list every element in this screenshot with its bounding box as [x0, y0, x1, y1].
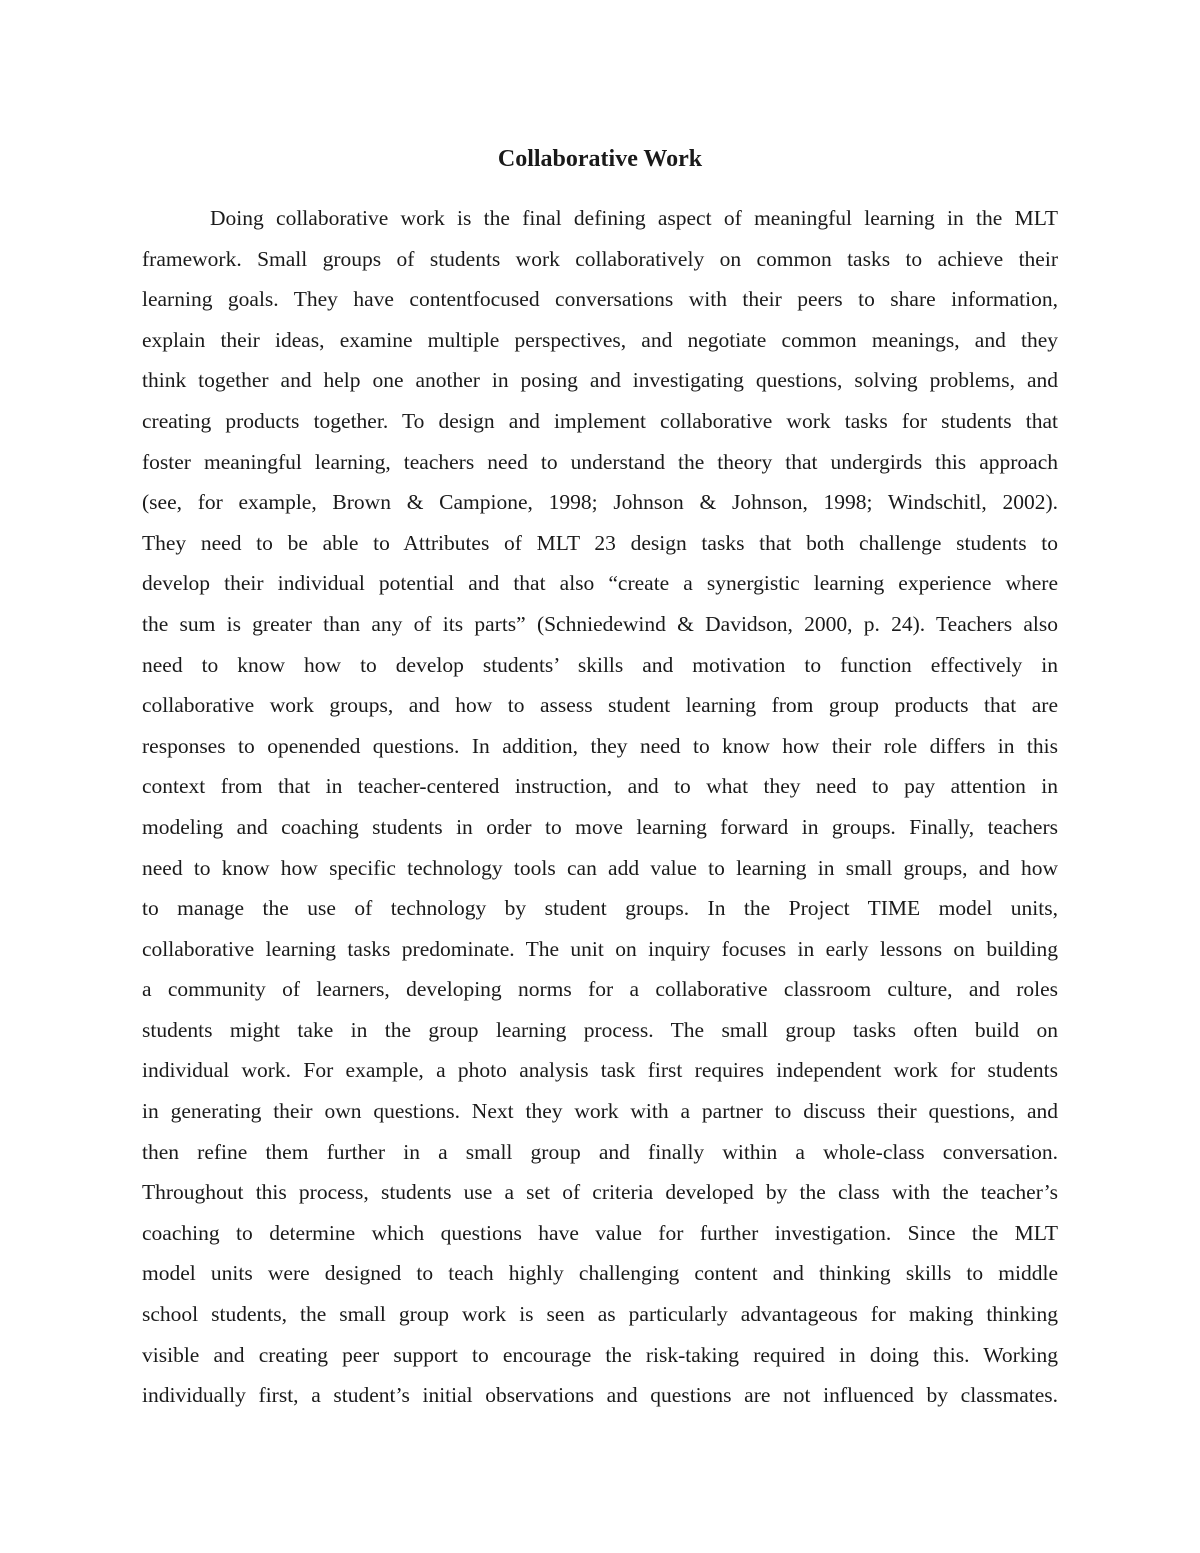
body-line: students might take in the group learning process. The small group tasks often build on — [142, 1017, 1058, 1042]
body-line: collaborative work groups, and how to assess student learning from group products that are — [142, 693, 1058, 718]
body-line: explain their ideas, examine multiple perspectives, and negotiate common meanings, and they — [142, 327, 1058, 352]
body-line: modeling and coaching students in order to move learning forward in groups. Finally, teachers — [142, 814, 1058, 839]
body-line: school students, the small group work is seen as particularly advantageous for making thinking — [142, 1302, 1058, 1327]
body-line: in generating their own questions. Next they work with a partner to discuss their questions, and — [142, 1099, 1058, 1124]
body-line: coaching to determine which questions have value for further investigation. Since the MLT — [142, 1220, 1058, 1245]
body-line: model units were designed to teach highly challenging content and thinking skills to middle — [142, 1261, 1058, 1286]
body-line: think together and help one another in posing and investigating questions, solving problems, and — [142, 368, 1058, 393]
body-line: Doing collaborative work is the final defining aspect of meaningful learning in the MLT — [210, 206, 1058, 230]
body-line: learning goals. They have contentfocused conversations with their peers to share information, — [142, 287, 1058, 312]
body-line: need to know how to develop students’ skills and motivation to function effectively in — [142, 652, 1058, 677]
body-line: individually first, a student’s initial observations and questions are not influenced by classmates. — [142, 1383, 1058, 1408]
body-line: Throughout this process, students use a set of criteria developed by the class with the teacher’s — [142, 1180, 1058, 1205]
document-body — [142, 198, 1058, 1416]
body-line: framework. Small groups of students work collaboratively on common tasks to achieve their — [142, 246, 1058, 271]
body-line: foster meaningful learning, teachers need to understand the theory that undergirds this approach — [142, 449, 1058, 474]
body-line: individual work. For example, a photo analysis task first requires independent work for students — [142, 1058, 1058, 1083]
body-line: the sum is greater than any of its parts” (Schniedewind & Davidson, 2000, p. 24). Teachers also — [142, 611, 1058, 636]
body-line: responses to openended questions. In addition, they need to know how their role differs in this — [142, 733, 1058, 758]
body-line: creating products together. To design and implement collaborative work tasks for students that — [142, 408, 1058, 433]
body-line: then refine them further in a small group and finally within a whole-class conversation. — [142, 1139, 1058, 1164]
body-line: visible and creating peer support to encourage the risk-taking required in doing this. Working — [142, 1342, 1058, 1367]
body-line: a community of learners, developing norms for a collaborative classroom culture, and roles — [142, 977, 1058, 1002]
body-line: develop their individual potential and that also “create a synergistic learning experience where — [142, 571, 1058, 596]
body-line: (see, for example, Brown & Campione, 1998; Johnson & Johnson, 1998; Windschitl, 2002). — [142, 490, 1058, 515]
body-line: context from that in teacher-centered instruction, and to what they need to pay attention in — [142, 774, 1058, 799]
body-line: to manage the use of technology by student groups. In the Project TIME model units, — [142, 896, 1058, 921]
body-line: They need to be able to Attributes of MLT 23 design tasks that both challenge students to — [142, 530, 1058, 555]
body-line: collaborative learning tasks predominate. The unit on inquiry focuses in early lessons on building — [142, 936, 1058, 961]
body-line: need to know how specific technology tools can add value to learning in small groups, and how — [142, 855, 1058, 880]
document-title: Collaborative Work — [497, 146, 703, 172]
